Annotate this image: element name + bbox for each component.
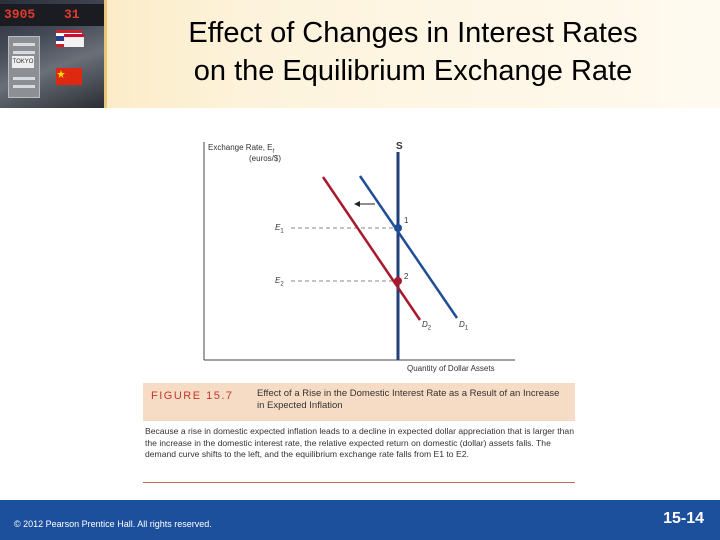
d1-label: $D_1$ — [459, 320, 469, 332]
y-axis-label: Exchange Rate, $E_t$ — [208, 143, 275, 155]
exchange-rate-diagram — [195, 132, 525, 382]
point-2-label: 2 — [404, 272, 409, 281]
figure-caption-header — [143, 383, 575, 421]
figure-number: FIGURE 15.7 — [151, 390, 234, 402]
ticker-digits-1: 3905 — [4, 7, 36, 22]
point-1-label: 1 — [404, 216, 409, 225]
building-sign: TOKYO — [12, 56, 34, 68]
copyright-text: © 2012 Pearson Prentice Hall. All rights reserved. — [14, 519, 212, 529]
figure-title: Effect of a Rise in the Domestic Interest Rate as a Result of an Increase in Expected Inflation — [257, 388, 560, 411]
flag-icon — [64, 34, 84, 47]
title-line-1: Effect of Changes in Interest Rates — [188, 17, 638, 49]
slide-header — [0, 0, 720, 108]
slide-footer — [0, 500, 720, 540]
china-flag-icon — [56, 68, 82, 85]
x-axis-label: Quantity of Dollar Assets — [407, 364, 495, 373]
y-axis-unit: (euros/$) — [249, 154, 282, 163]
demand-curve-d2 — [323, 177, 420, 320]
ticker-digits-2: 31 — [64, 7, 80, 22]
figure-caption-body: Because a rise in domestic expected inflation leads to a decline in expected dollar appreciation that is larger than the increase in the domestic interest rate, the relative expected return on domestic (dollar) assets falls. The demand curve shifts to the left, and the equilibrium exchange rate falls from E1 to E2. — [145, 426, 574, 459]
diagram-svg — [195, 132, 525, 382]
e1-label: $E_1$ — [275, 223, 284, 235]
e2-label: $E_2$ — [275, 276, 284, 288]
slide-title — [110, 14, 716, 90]
header-divider — [104, 0, 107, 108]
d2-label: $D_2$ — [422, 320, 432, 332]
header-photo — [0, 0, 104, 108]
stock-ticker-board — [0, 4, 104, 26]
demand-curve-d1 — [360, 176, 457, 318]
equilibrium-point-1 — [394, 224, 402, 232]
title-line-2: on the Equilibrium Exchange Rate — [193, 55, 633, 87]
supply-label: S — [396, 141, 403, 152]
caption-rule — [143, 482, 575, 483]
equilibrium-point-2 — [394, 277, 402, 285]
slide-number: 15-14 — [663, 510, 704, 527]
